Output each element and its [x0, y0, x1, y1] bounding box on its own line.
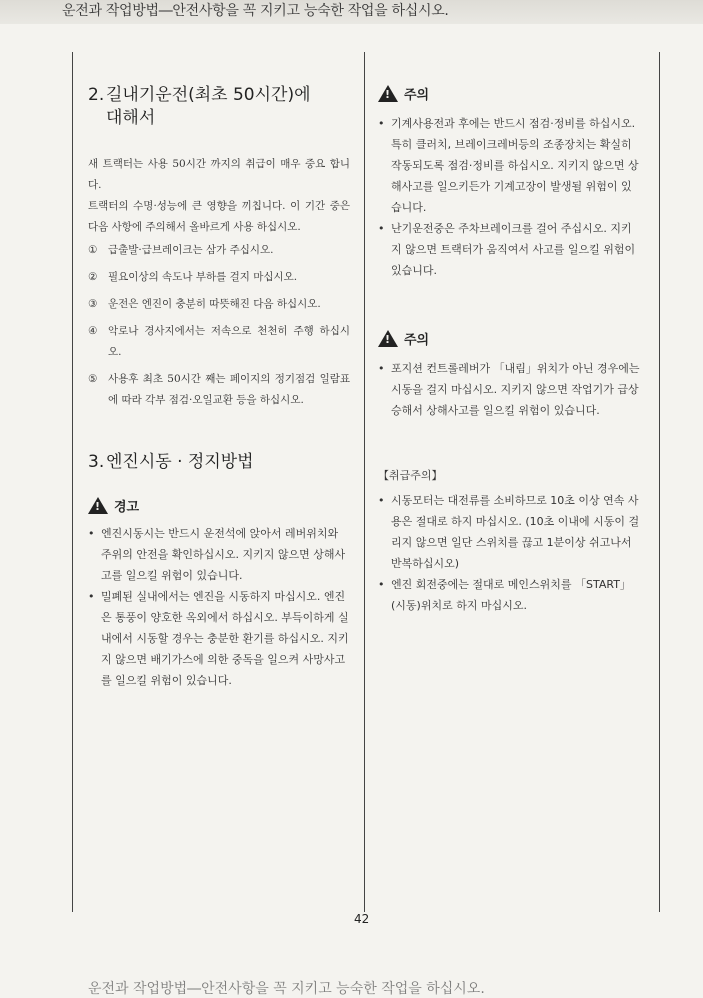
list-text: 필요이상의 속도나 부하를 걸지 마십시오. [108, 271, 298, 283]
list-mark: ① [88, 244, 98, 256]
handling-bullets [378, 490, 640, 616]
section2-intro: 새 트랙터는 사용 50시간 까지의 취급이 매우 중요 합니다. [88, 158, 350, 191]
section2-title-line2: 대해서 [106, 108, 156, 128]
list-text: 급출발·급브레이크는 삼가 주십시오. [108, 244, 274, 256]
caution2-label: 주의 [404, 333, 430, 348]
caution2-bullets [378, 358, 640, 421]
section2-title-line1: 길내기운전(최초 50시간)에 [106, 85, 311, 105]
section3-title [88, 451, 350, 474]
left-column [88, 84, 350, 691]
bullet-item: • 기계사용전과 후에는 반드시 점검·정비를 하십시오. 특히 클러치, 브레이크레버등의 조종장치는 확실히 작동되도록 점검·정비를 하십시오. 지키지 않으면 상해사고를 일으키든가 기계고장이 발생될 위험이 있습니다. [378, 113, 640, 218]
list-mark: ⑤ [88, 373, 98, 385]
list-item [88, 294, 350, 315]
section2-list [88, 240, 350, 411]
list-text: 악로나 경사지에서는 저속으로 천천히 주행 하십시오. [108, 325, 350, 358]
bullet-item: • 난기운전중은 주차브레이크를 걸어 주십시오. 지키지 않으면 트랙터가 움직여서 사고를 일으킬 위험이 있습니다. [378, 218, 640, 281]
bullet-item: • 엔진 회전중에는 절대로 메인스위치를 「START」(시동)위치로 하지 마십시오. [378, 574, 640, 616]
list-item [88, 369, 350, 411]
list-text: 사용후 최초 50시간 째는 페이지의 정기점검 일람표에 따라 각부 점검·오일교환 등을 하십시오. [108, 373, 350, 406]
caution-triangle-icon [378, 330, 398, 347]
bullet-item: • 포지션 컨트롤레버가 「내림」위치가 아닌 경우에는 시동을 걸지 마십시오. 지키지 않으면 작업기가 급상승해서 상해사고를 일으킬 위험이 있습니다. [378, 358, 640, 421]
section3-title-text: 엔진시동 · 정지방법 [106, 452, 254, 472]
page-number: 42 [354, 912, 370, 926]
list-item [88, 240, 350, 261]
footer-text: 운전과 작업방법―안전사항을 꼭 지키고 능숙한 작업을 하십시오. [88, 981, 485, 997]
caution1-bullets [378, 113, 640, 281]
caution1-heading [378, 84, 640, 103]
bullet-item: • 엔진시동시는 반드시 운전석에 앉아서 레버위치와 주위의 안전을 확인하십시오. 지키지 않으면 상해사고를 일으킬 위험이 있습니다. [88, 523, 350, 586]
warning-label: 경고 [114, 500, 140, 515]
section3-bullets [88, 523, 350, 691]
divider-middle [364, 52, 365, 912]
section2-number: 2. [88, 85, 105, 105]
bullet-item: • 시동모터는 대전류를 소비하므로 10초 이상 연속 사용은 절대로 하지 마십시오. (10초 이내에 시동이 걸리지 않으면 일단 스위치를 끊고 1분이상 쉬고나서 반복하십시오) [378, 490, 640, 574]
caution-triangle-icon [378, 85, 398, 102]
warning-triangle-icon [88, 497, 108, 514]
list-mark: ③ [88, 298, 98, 310]
right-column [378, 84, 640, 616]
page-header [0, 0, 703, 24]
list-mark: ④ [88, 325, 98, 337]
caution2-heading [378, 329, 640, 348]
divider-right [659, 52, 660, 912]
warning-heading [88, 496, 350, 515]
bullet-item: • 밀폐된 실내에서는 엔진을 시동하지 마십시오. 엔진은 통풍이 양호한 옥외에서 하십시오. 부득이하게 실내에서 시동할 경우는 충분한 환기를 하십시오. 지키지 않으면 배기가스에 의한 중독을 일으켜 사망사고를 일으킬 위험이 있습니다. [88, 586, 350, 691]
list-item [88, 321, 350, 363]
section3-number: 3. [88, 452, 105, 472]
list-item [88, 267, 350, 288]
section2-intro2: 트랙터의 수명·성능에 큰 영향을 끼칩니다. 이 기간 중은 다음 사항에 주의해서 올바르게 사용 하십시오. [88, 200, 350, 233]
handling-label: 【취급주의】 [378, 469, 443, 482]
list-mark: ② [88, 271, 98, 283]
section2-title [88, 84, 350, 130]
header-text: 운전과 작업방법―안전사항을 꼭 지키고 능숙한 작업을 하십시오. [62, 3, 449, 19]
section2-body [88, 154, 350, 411]
list-text: 운전은 엔진이 충분히 따뜻해진 다음 하십시오. [108, 298, 321, 310]
caution1-label: 주의 [404, 88, 430, 103]
divider-left [72, 52, 73, 912]
